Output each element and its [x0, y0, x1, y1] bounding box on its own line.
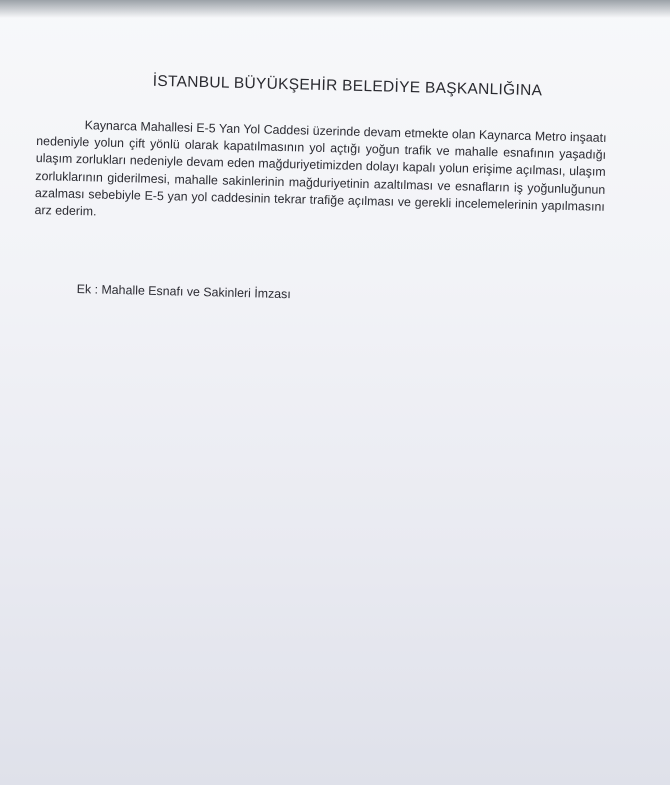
- attachment-note: Ek : Mahalle Esnafı ve Sakinleri İmzası: [76, 282, 291, 302]
- letter-heading: İSTANBUL BÜYÜKŞEHİR BELEDİYE BAŞKANLIĞINA: [152, 72, 543, 100]
- letter-content: [32, 70, 607, 309]
- letter-body: Kaynarca Mahallesi E-5 Yan Yol Caddesi üzerinde devam etmekte olan Kaynarca Metro inşaatı nedeniyle yolun çift yönlü olarak kapatılmasının yol açtığı yoğun trafik ve mahalle esnafının yaşadığı ulaşım zorlukları nedeniyle devam eden mağduriyetimizden dolayı kapalı yolun erişime açılması, ulaşım zorluklarının giderilmesi, mahalle sakinlerinin mağduriyetinin azaltılması ve esnafların iş yoğunluğunun azalması sebebiyle E-5 yan yol caddesinin tekrar trafiğe açılması ve gerekli incelemelerinin yapılmasını arz ederim.: [34, 118, 607, 219]
